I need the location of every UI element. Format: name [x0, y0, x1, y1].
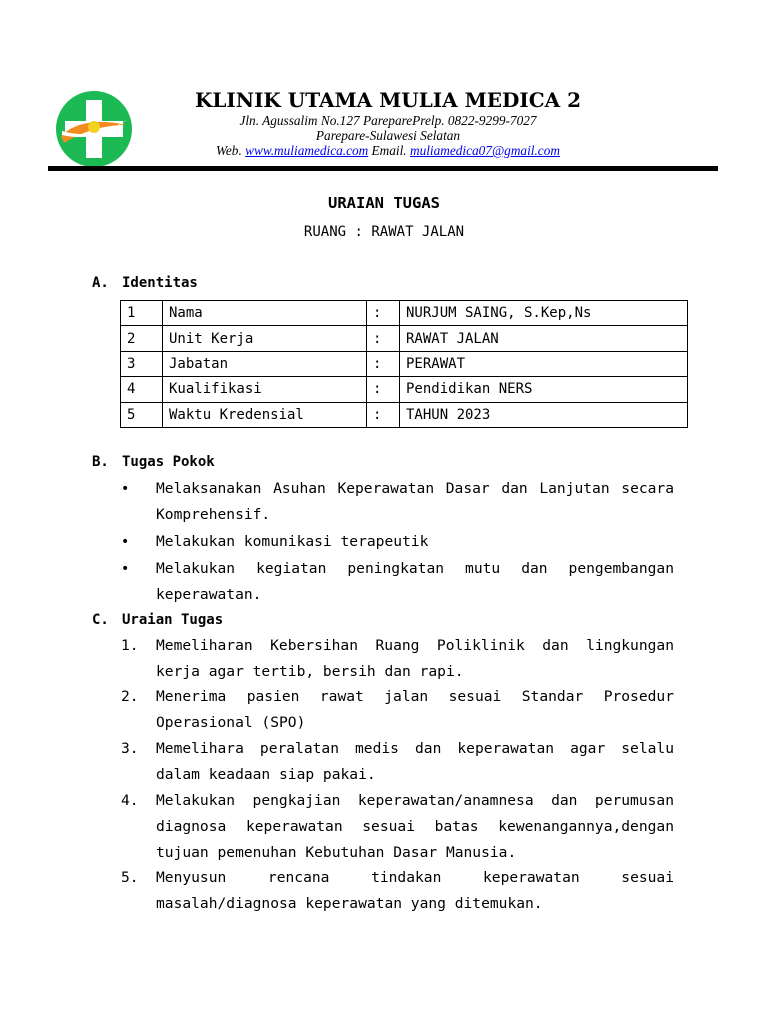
field-label: Unit Kerja: [163, 326, 367, 351]
section-a-heading: [92, 275, 198, 291]
bullet-marker: •: [121, 481, 130, 497]
section-title: Identitas: [122, 275, 198, 291]
item-number: 5.: [121, 869, 139, 886]
clinic-logo: [56, 91, 132, 167]
row-number: 1: [121, 301, 163, 326]
clinic-contact: [160, 143, 616, 158]
row-number: 5: [121, 402, 163, 427]
row-number: 2: [121, 326, 163, 351]
field-label: Kualifikasi: [163, 377, 367, 402]
clinic-address: Jln. Agussalim No.127 PareparePrelp. 0822-9299-7027: [239, 113, 537, 128]
section-b-heading: [92, 454, 215, 470]
section-c-heading: [92, 612, 223, 628]
identity-row: [121, 301, 688, 326]
tugas-pokok-item: Melakukan komunikasi terapeutik: [156, 533, 429, 550]
section-letter: A.: [92, 275, 109, 291]
section-letter: B.: [92, 454, 109, 470]
website-link[interactable]: www.muliamedica.com: [245, 143, 369, 158]
bullet-marker: •: [121, 534, 130, 550]
uraian-item: Memeliharan Kebersihan Ruang Poliklinik dan lingkungan kerja agar tertib, bersih dan rapi.: [156, 637, 674, 680]
separator: :: [367, 402, 400, 427]
identity-row: [121, 377, 688, 402]
clinic-city: Parepare-Sulawesi Selatan: [315, 128, 461, 143]
identity-row: [121, 351, 688, 376]
row-number: 3: [121, 351, 163, 376]
email-link[interactable]: muliamedica07@gmail.com: [409, 143, 560, 158]
header-divider: [48, 166, 718, 171]
web-label: Web.: [216, 143, 242, 158]
tugas-pokok-item: Melaksanakan Asuhan Keperawatan Dasar dan Lanjutan secara Komprehensif.: [156, 480, 674, 523]
field-value: RAWAT JALAN: [400, 326, 688, 351]
item-number: 2.: [121, 688, 139, 705]
section-title: Tugas Pokok: [122, 454, 215, 470]
item-number: 1.: [121, 637, 139, 654]
section-title: Uraian Tugas: [122, 612, 224, 628]
tugas-pokok-item: Melakukan kegiatan peningkatan mutu dan pengembangan keperawatan.: [156, 560, 674, 603]
document-subtitle: RUANG : RAWAT JALAN: [303, 224, 465, 240]
identity-row: [121, 402, 688, 427]
uraian-item: Memelihara peralatan medis dan keperawatan agar selalu dalam keadaan siap pakai.: [156, 740, 674, 783]
separator: :: [367, 377, 400, 402]
field-value: NURJUM SAING, S.Kep,Ns: [400, 301, 688, 326]
field-value: Pendidikan NERS: [400, 377, 688, 402]
document-title: URAIAN TUGAS: [328, 194, 440, 212]
field-label: Nama: [163, 301, 367, 326]
section-letter: C.: [92, 612, 109, 628]
email-label: Email.: [371, 143, 407, 158]
field-value: TAHUN 2023: [400, 402, 688, 427]
clinic-name: KLINIK UTAMA MULIA MEDICA 2: [194, 88, 582, 112]
uraian-item: Menerima pasien rawat jalan sesuai Standar Prosedur Operasional (SPO): [156, 688, 674, 731]
field-label: Waktu Kredensial: [163, 402, 367, 427]
separator: :: [367, 301, 400, 326]
item-number: 4.: [121, 792, 139, 809]
identity-row: [121, 326, 688, 351]
field-label: Jabatan: [163, 351, 367, 376]
uraian-item: Menyusun rencana tindakan keperawatan sesuai masalah/diagnosa keperawatan yang ditemukan.: [156, 869, 674, 912]
item-number: 3.: [121, 740, 139, 757]
field-value: PERAWAT: [400, 351, 688, 376]
separator: :: [367, 326, 400, 351]
row-number: 4: [121, 377, 163, 402]
separator: :: [367, 351, 400, 376]
bullet-marker: •: [121, 561, 130, 577]
uraian-item: Melakukan pengkajian keperawatan/anamnesa dan perumusan diagnosa keperawatan sesuai batas kewenangannya,dengan tujuan pemenuhan Kebutuhan Dasar Manusia.: [156, 792, 674, 861]
identity-table: [120, 300, 688, 428]
